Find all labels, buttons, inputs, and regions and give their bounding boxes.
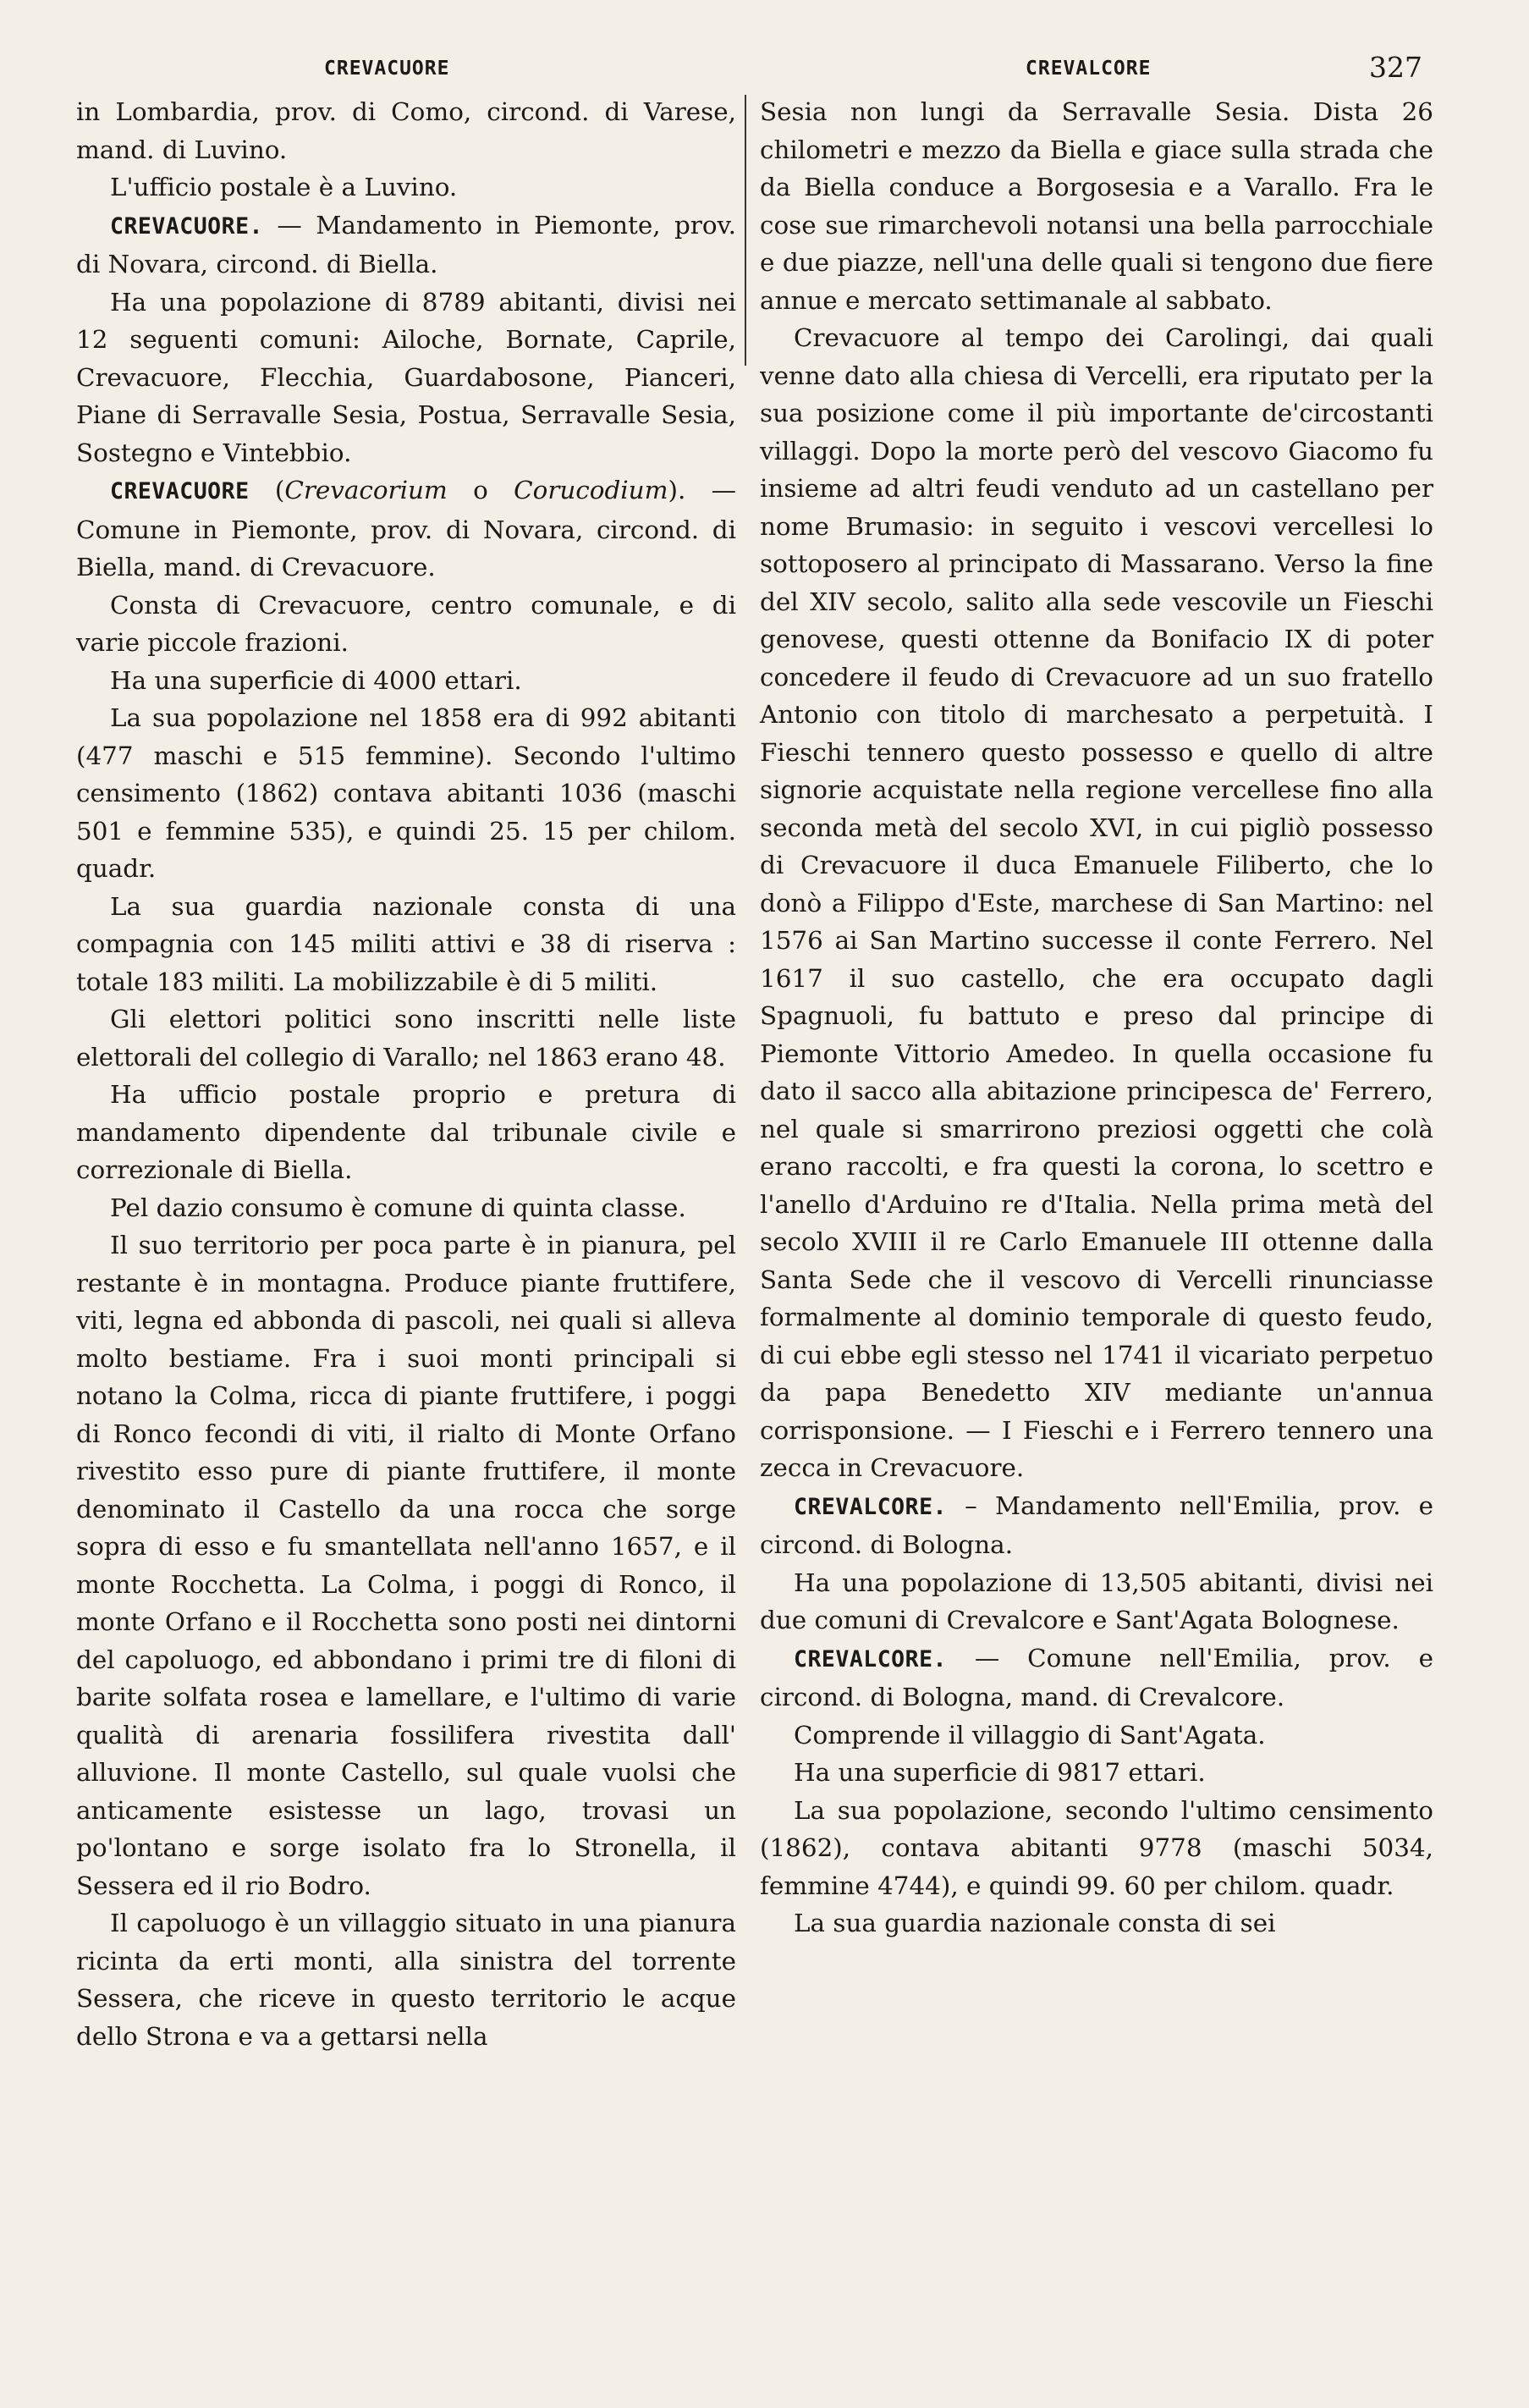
latin-name: Corucodium xyxy=(514,476,668,504)
entry-text: — Mandamento in Piemonte, prov. di Novara, circond. di Biella. xyxy=(76,210,736,278)
entry-paragraph xyxy=(760,1639,1433,1716)
entry-text: — Comune nell'Emilia, prov. e circond. di Bologna, mand. di Crevalcore. xyxy=(760,1643,1433,1711)
entry-headword: CREVACUORE. xyxy=(110,212,263,240)
paragraph: Consta di Crevacuore, centro comunale, e di varie piccole frazioni. xyxy=(76,590,736,657)
paragraph: Pel dazio consumo è comune di quinta classe. xyxy=(110,1193,686,1222)
latin-name: Crevacorium xyxy=(284,476,448,504)
paragraph: La sua popolazione nel 1858 era di 992 abitanti (477 maschi e 515 femmine). Secondo l'ultimo censimento (1862) contava abitanti 1036 (maschi 501 e femmine 535), e quindi 25. 15 per chilom. quadr. xyxy=(76,703,736,883)
paragraph: Ha una superficie di 9817 ettari. xyxy=(794,1758,1206,1787)
paragraph: Il suo territorio per poca parte è in pianura, pel restante è in montagna. Produce piante fruttifere, viti, legna ed abbonda di pascoli, nei quali si alleva molto bestiame. Fra i suoi monti principali si notano la Colma, ricca di piante fruttifere, i poggi di Ronco fecondi di viti, il rialto di Monte Orfano rivestito esso pure di piante fruttifere, il monte denominato il Castello da una rocca che sorge sopra di esso e fu smantellata nell'anno 1657, e il monte Rocchetta. La Colma, i poggi di Ronco, il monte Orfano e il Rocchetta sono posti nei dintorni del capoluogo, ed abbondano i primi tre di filoni di barite solfata rosea e lamellare, e l'ultimo di varie qualità di arenaria fossilifera rivestita dall' alluvione. Il monte Castello, sul quale vuolsi che anticamente esistesse un lago, trovasi un po'lontano e sorge isolato fra lo Stronella, il Sessera ed il rio Bodro. xyxy=(76,1231,736,1900)
page-number: 327 xyxy=(1369,51,1422,84)
entry-headword: CREVACUORE xyxy=(110,478,250,504)
paragraph: Ha una popolazione di 8789 abitanti, divisi nei 12 seguenti comuni: Ailoche, Bornate, Caprile, Crevacuore, Flecchia, Guardabosone, Pianceri, Piane di Serravalle Sesia, Postua, Serravalle Sesia, Sostegno e Vintebbio. xyxy=(76,287,736,467)
left-column xyxy=(76,93,736,2055)
running-head-right: CREVALCORE xyxy=(1026,58,1152,80)
paragraph: Crevacuore al tempo dei Carolingi, dai quali venne dato alla chiesa di Vercelli, era riputato per la sua posizione come il più importante de'circostanti villaggi. Dopo la morte però del vescovo Giacomo fu insieme ad altri feudi venduto ad un castellano per nome Brumasio: in seguito i vescovi vercellesi lo sottoposero al principato di Massarano. Verso la fine del XIV secolo, salito alla sede vescovile un Fieschi genovese, questi ottenne da Bonifacio IX di poter concedere il feudo di Crevacuore ad un suo fratello Antonio con titolo di marchesato a perpetuità. I Fieschi tennero questo possesso e quello di altre signorie acquistate nella regione vercellese fino alla seconda metà del secolo XVI, in cui pigliò possesso di Crevacuore il duca Emanuele Filiberto, che lo donò a Filippo d'Este, marchese di San Martino: nel 1576 ai San Martino successe il conte Ferrero. Nel 1617 il suo castello, che era occupato dagli Spagnuoli, fu battuto e preso dal principe di Piemonte Vittorio Amedeo. In quella occasione fu dato il sacco alla abitazione principesca de' Ferrero, nel quale si smarrirono preziosi oggetti che colà erano raccolti, e fra questi la corona, lo scettro e l'anello d'Arduino re d'Italia. Nella prima metà del secolo XVIII il re Carlo Emanuele III ottenne dalla Santa Sede che il vescovo di Vercelli rinunciasse formalmente al dominio temporale di questo feudo, di cui ebbe egli stesso nel 1741 il vicariato perpetuo da papa Benedetto XIV mediante un'annua corrisponsione. — I Fieschi e i Ferrero tennero una zecca in Crevacuore. xyxy=(760,323,1433,1482)
entry-text: ( xyxy=(249,476,285,504)
paragraph: Ha una popolazione di 13,505 abitanti, divisi nei due comuni di Crevalcore e Sant'Agata Bolognese. xyxy=(760,1568,1433,1634)
paragraph: Ha una superficie di 4000 ettari. xyxy=(110,665,522,695)
column-divider xyxy=(745,95,746,366)
entry-text: – Mandamento nell'Emilia, prov. e circond. di Bologna. xyxy=(760,1491,1433,1559)
paragraph: Ha ufficio postale proprio e pretura di mandamento dipendente dal tribunale civile e correzionale di Biella. xyxy=(76,1080,736,1184)
entry-text: o xyxy=(447,476,514,504)
entry-paragraph xyxy=(760,1487,1433,1564)
paragraph: La sua guardia nazionale consta di una compagnia con 145 militi attivi e 38 di riserva : totale 183 militi. La mobilizzabile è di 5 militi. xyxy=(76,891,736,996)
paragraph: Comprende il villaggio di Sant'Agata. xyxy=(794,1720,1266,1750)
entry-text: ). — Comune in Piemonte, prov. di Novara, circond. di Biella, mand. di Crevacuore. xyxy=(76,476,736,581)
paragraph: La sua popolazione, secondo l'ultimo censimento (1862), contava abitanti 9778 (maschi 5034, femmine 4744), e quindi 99. 60 per chilom. quadr. xyxy=(760,1795,1433,1900)
entry-paragraph xyxy=(76,207,736,284)
paragraph: L'ufficio postale è a Luvino. xyxy=(110,173,458,201)
right-column xyxy=(760,93,1433,1942)
entry-headword: CREVALCORE. xyxy=(794,1493,947,1520)
entry-headword: CREVALCORE. xyxy=(794,1645,947,1672)
paragraph: La sua guardia nazionale consta di sei xyxy=(794,1909,1276,1937)
paragraph: Gli elettori politici sono inscritti nelle liste elettorali del collegio di Varallo; nel 1863 erano 48. xyxy=(76,1005,736,1072)
entry-paragraph xyxy=(76,471,736,587)
paragraph: Sesia non lungi da Serravalle Sesia. Dista 26 chilometri e mezzo da Biella e giace sulla strada che da Biella conduce a Borgosesia e a Varallo. Fra le cose sue rimarchevoli notansi una bella parrocchiale e due piazze, nell'una delle quali si tengono due fiere annue e mercato settimanale al sabbato. xyxy=(760,97,1433,315)
paragraph: Il capoluogo è un villaggio situato in una pianura ricinta da erti monti, alla sinistra del torrente Sessera, che riceve in questo territorio le acque dello Strona e va a gettarsi nella xyxy=(76,1909,736,2051)
paragraph: in Lombardia, prov. di Como, circond. di Varese, mand. di Luvino. xyxy=(76,97,736,164)
running-head-left: CREVACUORE xyxy=(324,58,450,80)
